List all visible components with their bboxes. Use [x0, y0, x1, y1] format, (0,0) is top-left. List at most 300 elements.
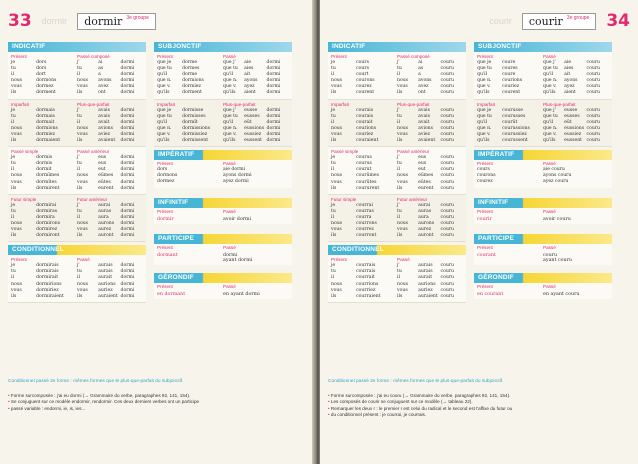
participle: couru	[440, 227, 454, 233]
tense-block	[328, 195, 466, 243]
conj-column	[331, 155, 397, 192]
pronoun: je	[11, 107, 16, 113]
verb-form: en dormant	[157, 292, 186, 298]
verb-form: dormirions	[36, 281, 62, 287]
participle: couru	[440, 119, 454, 125]
pronoun: vous	[77, 227, 88, 233]
pronoun: que v.	[223, 131, 237, 137]
auxiliary: auras	[418, 208, 432, 214]
participle: dormi	[120, 179, 135, 185]
pronoun: que je	[157, 60, 172, 65]
pronoun: vous	[11, 227, 22, 233]
conjugation-rows	[157, 108, 289, 145]
participle: couru	[440, 72, 454, 78]
pronoun: ils	[77, 185, 83, 191]
verb-form: dormais	[36, 113, 55, 119]
pronoun: que n.	[223, 125, 238, 131]
conj-column	[77, 60, 143, 97]
pronoun: qu'il	[157, 72, 168, 78]
pronoun: je	[331, 202, 336, 208]
verb-form: dormi	[223, 253, 238, 259]
auxiliary: eussions	[244, 125, 265, 131]
pronoun: il	[11, 167, 14, 173]
pronoun: que tu	[157, 66, 172, 72]
tense-label: Passé simple	[331, 149, 359, 155]
conj-row	[543, 90, 609, 96]
spacer	[474, 265, 612, 273]
pronoun: nous	[397, 78, 409, 84]
auxiliary: ai	[98, 60, 103, 65]
conj-column	[77, 108, 143, 145]
verb-form: dormit	[36, 167, 52, 173]
auxiliary: aurais	[98, 269, 113, 275]
pronoun: je	[11, 263, 16, 269]
section-title: INDICATIF	[8, 42, 146, 52]
pronoun: il	[331, 214, 334, 220]
verb-form: cours	[356, 66, 369, 72]
pronoun: que v.	[477, 84, 491, 90]
verb-form: dormiez	[182, 84, 201, 90]
participle: couru	[440, 161, 454, 167]
verb-form: dormîtes	[36, 179, 57, 185]
column-subjonctif	[154, 42, 292, 299]
auxiliary: avaient	[98, 138, 116, 144]
participle: couru	[586, 125, 600, 131]
pronoun: que j'	[543, 107, 556, 113]
verb-form: courrais	[356, 263, 376, 269]
auxiliary: avions	[418, 125, 433, 131]
participle: couru	[440, 179, 454, 185]
conjugation-rows	[11, 108, 143, 145]
verb-form: ayez dormi	[223, 179, 249, 185]
section-title: CONDITIONNEL	[8, 245, 146, 255]
participle: couru	[440, 167, 454, 173]
participle: dormi	[120, 185, 135, 191]
verb-form: couriez	[356, 131, 374, 137]
participle: dormi	[266, 60, 281, 65]
conj-column	[223, 292, 289, 297]
participle: couru	[440, 202, 454, 208]
conjugation-rows	[331, 155, 463, 192]
pronoun: il	[331, 275, 334, 281]
verb-form: courras	[356, 208, 374, 214]
participle: dormi	[120, 66, 135, 72]
verb-form: aie couru	[543, 167, 565, 173]
participle: couru	[586, 78, 600, 84]
tense-block	[328, 100, 466, 148]
tense-headings	[474, 208, 612, 215]
remark-item: • Les composés de courir se conjuguent sur ce modèle (→ tableau 22).	[328, 399, 626, 405]
auxiliary: aies	[244, 66, 254, 72]
pronoun: vous	[77, 179, 88, 185]
pronoun: vous	[331, 227, 342, 233]
auxiliary: ait	[244, 72, 251, 78]
verb-form: dormais	[36, 107, 55, 113]
participle: couru	[440, 78, 454, 84]
pronoun: nous	[331, 125, 343, 131]
tense-label: Présent	[11, 54, 27, 59]
pronoun: que v.	[477, 131, 491, 137]
participle: couru	[586, 138, 600, 144]
pronoun: vous	[397, 131, 408, 137]
verb-form: coures	[502, 66, 518, 72]
section-title: INFINITIF	[154, 198, 292, 208]
pronoun: vous	[397, 179, 408, 185]
verb-form: dormons	[36, 78, 57, 84]
tense-label: Passé	[543, 245, 556, 251]
verb-form: courriez	[356, 287, 376, 293]
tense-label: Passé	[223, 284, 236, 290]
participle: couru	[586, 84, 600, 90]
tense-block	[8, 147, 146, 195]
auxiliary: avions	[98, 125, 113, 131]
conj-row	[223, 90, 289, 96]
participle: couru	[440, 84, 454, 90]
pronoun: nous	[11, 281, 23, 287]
conj-column	[397, 203, 463, 240]
pronoun: je	[331, 155, 336, 161]
auxiliary: eûtes	[98, 179, 111, 185]
tense-label: Imparfait	[331, 101, 349, 107]
verb-form: dors	[36, 66, 47, 72]
pronoun: j'	[397, 263, 400, 269]
auxiliary: eusse	[564, 107, 578, 113]
pronoun: tu	[397, 269, 402, 275]
section-title: INFINITIF	[474, 198, 612, 208]
pronoun: que v.	[543, 84, 557, 90]
remark-item: • du conditionnel présent : je courrai, je courrais.	[328, 412, 626, 418]
pronoun: tu	[77, 161, 82, 167]
auxiliary: ont	[418, 90, 426, 96]
pronoun: qu'il	[223, 72, 234, 78]
tense-block	[328, 255, 466, 303]
conj-row	[77, 233, 143, 239]
verb-form: dorment	[36, 90, 56, 96]
verb-form: courrons	[356, 220, 377, 226]
pronoun: ils	[11, 138, 17, 144]
verb-form: ayons couru	[543, 173, 572, 179]
auxiliary: aie	[244, 60, 252, 65]
verb-form: dormissions	[182, 125, 211, 131]
tense-label: Présent	[157, 54, 173, 59]
pronoun: tu	[11, 113, 16, 119]
verb-form: dormissent	[182, 138, 209, 144]
auxiliary: aurons	[98, 220, 115, 226]
participle: couru	[586, 107, 600, 113]
pronoun: ils	[77, 293, 83, 299]
auxiliary: ayons	[564, 78, 578, 84]
pronoun: ils	[331, 185, 337, 191]
tense-label: Futur simple	[11, 196, 37, 202]
verb-form: dormait	[36, 119, 55, 125]
pronoun: qu'il	[477, 119, 488, 125]
conj-row	[331, 186, 397, 192]
tense-label: Plus-que-parfait	[543, 101, 576, 107]
verb-form: court	[356, 72, 369, 78]
section-title: GÉRONDIF	[474, 273, 612, 283]
conj-row	[77, 294, 143, 300]
conj-column	[543, 60, 609, 97]
tense-label: Passé	[223, 54, 236, 59]
pronoun: il	[397, 167, 400, 173]
participle: couru	[586, 72, 600, 78]
pronoun: nous	[331, 220, 343, 226]
remarks-list	[8, 393, 304, 412]
auxiliary: aurai	[98, 202, 111, 208]
pronoun: nous	[11, 125, 23, 131]
participle: dormi	[120, 60, 135, 65]
tense-headings	[157, 101, 289, 108]
verb-form: coure	[502, 72, 516, 78]
remark-item: • Se conjuguent sur ce modèle endormir, rendormir. Ces deux derniers verbes ont un participe	[8, 399, 304, 405]
tense-label: Passé	[543, 54, 556, 59]
pronoun: nous	[11, 78, 23, 84]
auxiliary: aurait	[98, 275, 113, 281]
auxiliary: as	[98, 66, 104, 72]
verb-form: dormirais	[36, 263, 59, 269]
conj-column	[157, 60, 223, 97]
tense-block	[8, 195, 146, 243]
tense-label: Imparfait	[477, 101, 495, 107]
nonfinite-row	[154, 251, 292, 265]
page-right	[320, 0, 638, 464]
auxiliary: avez	[98, 84, 109, 90]
participle: dormi	[120, 155, 135, 161]
participle: couru	[440, 275, 454, 281]
conj-column	[11, 263, 77, 300]
auxiliary: ait	[564, 72, 571, 78]
auxiliary: aura	[98, 214, 109, 220]
pronoun: ils	[77, 233, 83, 239]
page-number: 34	[606, 11, 630, 31]
verb-form: dort	[36, 72, 46, 78]
participle: couru	[440, 220, 454, 226]
tense-label: Passé simple	[11, 149, 39, 155]
column-indicatif	[8, 42, 146, 303]
auxiliary: avait	[98, 119, 110, 125]
auxiliary: aurons	[418, 220, 435, 226]
spacer	[474, 188, 612, 198]
pronoun: vous	[331, 287, 342, 293]
tense-headings	[477, 101, 609, 108]
auxiliary: eus	[418, 155, 427, 161]
conjugation-rows	[11, 60, 143, 97]
conj-row	[331, 138, 397, 144]
verb-form: ayons dormi	[223, 173, 252, 179]
tense-label: Plus-que-parfait	[397, 101, 430, 107]
pronoun: que n.	[543, 78, 558, 84]
participle: dormi	[120, 233, 135, 239]
pronoun: je	[331, 263, 336, 269]
verb-title: courir	[528, 14, 563, 28]
participle: dormi	[120, 263, 135, 269]
pronoun: que tu	[477, 113, 492, 119]
participle: dormi	[120, 269, 135, 275]
pronoun: il	[77, 214, 80, 220]
auxiliary: eus	[418, 161, 427, 167]
pronoun: que tu	[477, 66, 492, 72]
pronoun: il	[77, 275, 80, 281]
pronoun: il	[397, 214, 400, 220]
auxiliary: eussent	[564, 138, 583, 144]
verb-form: courrait	[356, 275, 375, 281]
conjugation-rows	[331, 263, 463, 300]
pronoun: tu	[77, 208, 82, 214]
pronoun: il	[11, 214, 14, 220]
participle: couru	[440, 155, 454, 161]
participle: dormi	[120, 107, 135, 113]
verb-form: dormiront	[36, 233, 60, 239]
tense-label: Présent	[157, 245, 173, 251]
tense-headings	[11, 101, 143, 108]
conjugation-rows	[11, 155, 143, 192]
conj-row	[11, 233, 77, 239]
tense-label: Présent	[477, 209, 493, 215]
pronoun: qu'ils	[223, 90, 236, 96]
auxiliary: eusses	[564, 113, 580, 119]
verb-form: courrions	[356, 281, 379, 287]
verb-form: dors	[36, 60, 47, 65]
verb-form: courait	[356, 119, 373, 125]
section-title: IMPÉRATIF	[474, 150, 612, 160]
conjugation-rows	[157, 60, 289, 97]
conjugation-rows	[331, 60, 463, 97]
verb-form: aie dormi	[223, 167, 246, 173]
verb-form: courûmes	[356, 173, 379, 179]
verb-form: dorme	[182, 72, 198, 78]
remarks-list	[328, 393, 626, 418]
participle: couru	[440, 107, 454, 113]
verb-form: dorme	[182, 60, 198, 65]
conj-row	[11, 90, 77, 96]
pronoun: ils	[331, 233, 337, 239]
pronoun: j'	[77, 263, 80, 269]
auxiliary: eûtes	[418, 179, 431, 185]
verb-form: dormiez	[36, 131, 55, 137]
pronoun: ils	[331, 90, 337, 96]
verb-group: 3e groupe	[126, 14, 149, 21]
conj-row	[77, 186, 143, 192]
conj-row	[397, 294, 463, 300]
participle: dormi	[266, 119, 281, 125]
participle: dormi	[120, 131, 135, 137]
pronoun: que tu	[543, 113, 558, 119]
auxiliary: avaient	[418, 138, 436, 144]
conjugation-rows	[11, 203, 143, 240]
verb-form: dormez	[36, 84, 54, 90]
verb-form: en ayant dormi	[223, 292, 260, 298]
auxiliary: avons	[418, 78, 432, 84]
section-title: SUBJONCTIF	[154, 42, 292, 52]
conj-column	[223, 108, 289, 145]
tense-headings	[11, 196, 143, 203]
participle: dormi	[120, 173, 135, 179]
participle: dormi	[120, 125, 135, 131]
tense-label: Futur simple	[331, 196, 357, 202]
tense-block	[154, 100, 292, 148]
auxiliary: eussiez	[244, 131, 262, 137]
verb-form: dormisses	[182, 113, 206, 119]
page-left	[0, 0, 316, 464]
conj-row	[157, 138, 223, 144]
tense-block	[474, 52, 612, 100]
conj-column	[543, 253, 609, 263]
participle: dormi	[120, 72, 135, 78]
participle: dormi	[266, 78, 281, 84]
auxiliary: avez	[418, 84, 429, 90]
tense-headings	[157, 53, 289, 60]
pronoun: vous	[331, 179, 342, 185]
pronoun: j'	[77, 60, 80, 65]
tense-label: Passé	[223, 245, 236, 251]
participle: dormi	[120, 84, 135, 90]
verb-form: dormions	[182, 78, 204, 84]
section-title: PARTICIPE	[474, 234, 612, 244]
auxiliary: auraient	[98, 293, 118, 299]
auxiliary: aient	[244, 90, 256, 96]
auxiliary: eussiez	[564, 131, 582, 137]
verb-form: dormez	[157, 179, 175, 185]
auxiliary: avais	[418, 107, 431, 113]
verb-form: courûtes	[356, 179, 377, 185]
pronoun: je	[11, 60, 16, 65]
auxiliary: aurez	[418, 227, 432, 233]
page-header	[8, 8, 308, 34]
pronoun: qu'il	[223, 119, 234, 125]
section-title: IMPÉRATIF	[154, 150, 292, 160]
verb-title-box	[77, 13, 156, 30]
tense-headings	[11, 53, 143, 60]
verb-form: courusses	[502, 113, 526, 119]
auxiliary: aura	[418, 214, 429, 220]
section-title: INDICATIF	[328, 42, 466, 52]
pronoun: que je	[157, 107, 172, 113]
ghost-verb: courir	[489, 16, 512, 26]
participle: dormi	[266, 138, 281, 144]
verb-form: cours	[477, 167, 490, 173]
participle: couru	[440, 269, 454, 275]
tense-block	[8, 100, 146, 148]
participle: couru	[440, 131, 454, 137]
verb-form: dormirent	[36, 185, 60, 191]
verb-form: dormiriez	[36, 287, 59, 293]
pronoun: je	[331, 60, 336, 65]
footnote: Conditionnel passé 2e forme : mêmes formes que le plus-que-parfait du subjonctif.	[328, 379, 504, 384]
participle: couru	[440, 66, 454, 72]
conjugation-rows	[477, 60, 609, 97]
verb-form: coururent	[356, 185, 380, 191]
pronoun: vous	[77, 84, 88, 90]
tense-label: Passé antérieur	[397, 149, 430, 155]
auxiliary: aie	[564, 60, 572, 65]
auxiliary: auriez	[418, 287, 433, 293]
conj-row	[397, 90, 463, 96]
pronoun: tu	[331, 269, 336, 275]
pronoun: tu	[331, 161, 336, 167]
verb-form: dormirait	[36, 275, 59, 281]
participle: dormi	[266, 72, 281, 78]
pronoun: que n.	[477, 78, 492, 84]
tense-headings	[474, 283, 612, 290]
pronoun: vous	[11, 179, 22, 185]
participle: couru	[440, 185, 454, 191]
pronoun: tu	[11, 66, 16, 72]
auxiliary: eurent	[418, 185, 434, 191]
conj-row	[223, 138, 289, 144]
spacer	[154, 188, 292, 198]
participle: dormi	[266, 107, 281, 113]
auxiliary: auront	[98, 233, 114, 239]
